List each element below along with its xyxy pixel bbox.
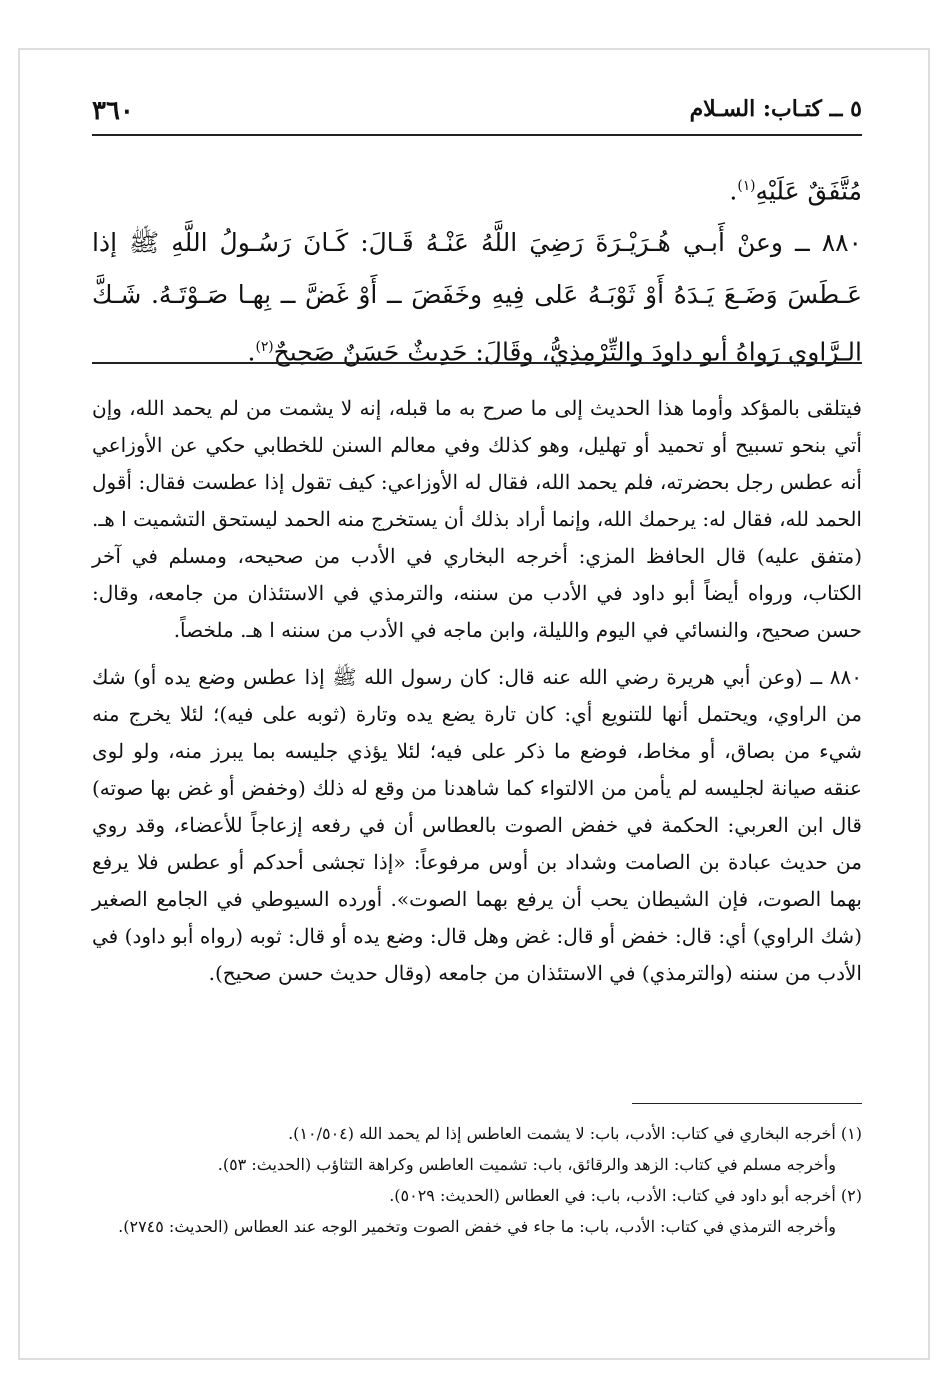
book-title: ٥ ــ كتـاب: السـلام (689, 96, 862, 122)
footnotes-section (92, 1118, 862, 1242)
main-hadith-text (92, 160, 862, 379)
footnote-divider (632, 1103, 862, 1104)
footnote-ref-2: (٢) (255, 339, 274, 356)
hadith-880-text: ٨٨٠ ــ وعنْ أَبـي هُـرَيْـرَةَ رَضِيَ اللَّهُ عَنْـهُ قَـالَ: كَـانَ رَسُـولُ اللَّهِ ﷺ إذا عَـطَسَ وَضَـعَ يَـدَهُ أَوْ ثَوْبَـهُ عَلى فِيهِ وخَفَضَ ــ أَوْ غَضَّ ــ بِهـا صَـوْتَـهُ. شَـكَّ الـرَّاوي رَواهُ أبو داودَ والتِّرْمِذِيُّ، وقَالَ: حَدِيثٌ حَسَنٌ صَحِيحٌ (92, 228, 862, 367)
line1-end: . (729, 176, 738, 206)
footnote-ref-1: (١) (737, 178, 756, 194)
page-number: ٣٦٠ (92, 96, 134, 126)
page-header (92, 92, 862, 136)
commentary-paragraph-2: ٨٨٠ ــ (وعن أبي هريرة رضي الله عنه قال: كان رسول الله ﷺ إذا عطس وضع يده أو) شك من الراوي، ويحتمل أنها للتنويع أي: كان تارة يضع يده وتارة (ثوبه على فيه)؛ لئلا يخرج منه شيء من بصاق، أو مخاط، فوضع ما ذكر على فيه؛ لئلا يؤذي جليسه بما يبرز منه، ولو لوى عنقه صيانة لجليسه لم يأمن من الالتواء كما شاهدنا من وقع له ذلك (وخفض أو غض بها صوته) قال ابن العربي: الحكمة في خفض الصوت بالعطاس أن في رفعه إزعاجاً للأعضاء، وقد روي من حديث عبادة بن الصامت وشداد بن أوس مرفوعاً: «إذا تجشى أحدكم أو عطس فلا يرفع بهما الصوت، فإن الشيطان يحب أن يرفع بهما الصوت». أورده السيوطي في الجامع الصغير (شك الراوي) أي: قال: خفض أو قال: غض وهل قال: وضع يده أو قال: ثوبه (رواه أبو داود) في الأدب من سننه (والترمذي) في الاستئذان من جامعه (وقال حديث حسن صحيح). (92, 665, 862, 985)
hadith-end: . (247, 337, 256, 367)
footnote-1: (١) أخرجه البخاري في كتاب: الأدب، باب: لا يشمت العاطس إذا لم يحمد الله (١٠/٥٠٤). (288, 1124, 862, 1143)
section-divider (92, 362, 862, 364)
mutafaq-alayh-line (92, 160, 862, 217)
mutafaq-alayh-text: مُتَّفَقٌ عَلَيْهِ (755, 176, 862, 206)
footnote-1-continued: وأخرجه مسلم في كتاب: الزهد والرقائق، باب: تشميت العاطس وكراهة التثاؤب (الحديث: ٥٣). (217, 1155, 836, 1174)
commentary-section (92, 390, 862, 992)
commentary-paragraph-1: فيتلقى بالمؤكد وأوما هذا الحديث إلى ما صرح به ما قبله، إنه لا يشمت من لم يحمد الله، وإن أتي بنحو تسبيح أو تحميد أو تهليل، وهو كذلك وفي معالم السنن للخطابي حكي عن الأوزاعي أنه عطس رجل بحضرته، فلم يحمد الله، فقال له الأوزاعي: كيف تقول إذا عطست فقال: أقول الحمد لله، فقال له: يرحمك الله، وإنما أراد بذلك أن يستخرج منه الحمد ليستحق التشميت ا هـ. (متفق عليه) قال الحافظ المزي: أخرجه البخاري في الأدب من صحيحه، ومسلم في آخر الكتاب، ورواه أيضاً أبو داود في الأدب من سننه، والترمذي في الاستئذان من جامعه، وقال: حسن صحيح، والنسائي في اليوم والليلة، وابن ماجه في الأدب من سننه ا هـ. ملخصاً. (92, 396, 862, 642)
footnote-2: (٢) أخرجه أبو داود في كتاب: الأدب، باب: في العطاس (الحديث: ٥٠٢٩). (389, 1186, 862, 1205)
hadith-880 (92, 217, 862, 378)
footnote-2-continued: وأخرجه الترمذي في كتاب: الأدب، باب: ما جاء في خفض الصوت وتخمير الوجه عند العطاس (الحديث: ٢٧٤٥). (118, 1217, 836, 1236)
